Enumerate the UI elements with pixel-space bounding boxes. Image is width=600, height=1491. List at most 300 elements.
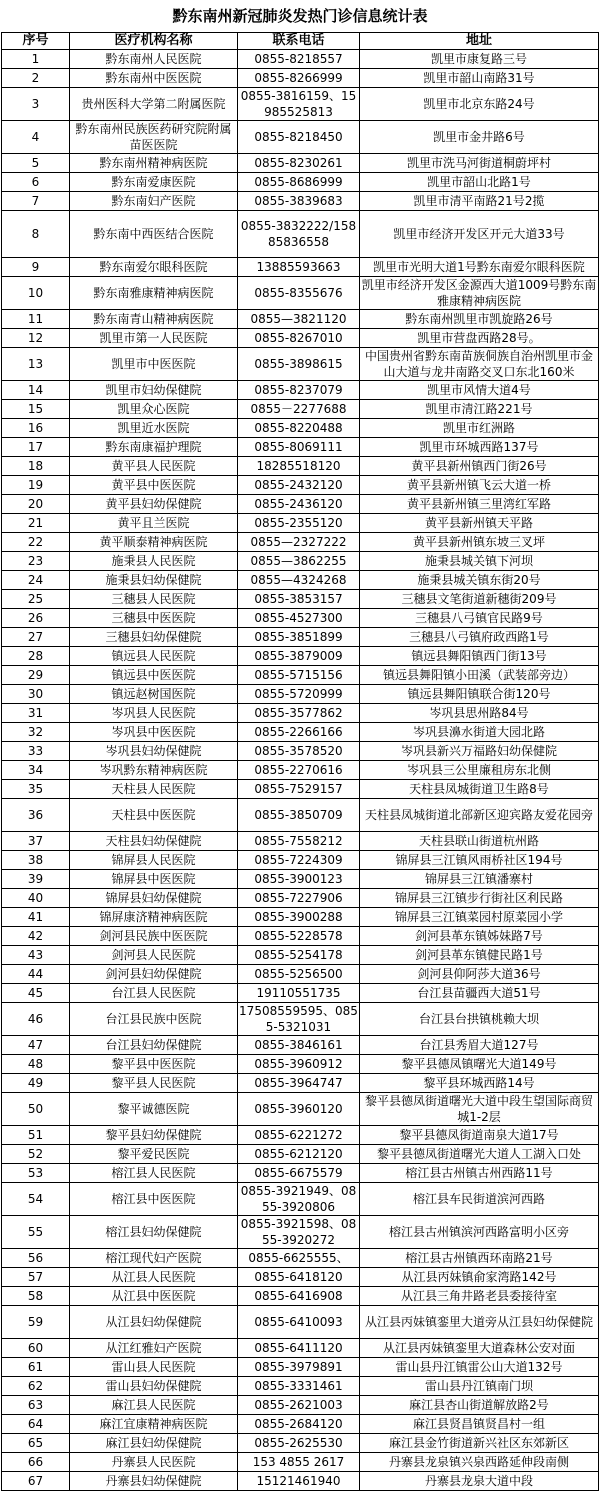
- phone: 0855-8220488: [238, 419, 360, 438]
- row-index: 55: [2, 1216, 70, 1249]
- table-row: [2, 590, 599, 609]
- hospital-name: 黄平顺泰精神病医院: [70, 533, 238, 552]
- row-index: 13: [2, 348, 70, 381]
- table-row: [2, 1093, 599, 1126]
- phone: 0855—3862255: [238, 552, 360, 571]
- row-index: 4: [2, 121, 70, 154]
- address: 凯里市清平南路21号2揽: [360, 192, 599, 211]
- hospital-name: 台江县妇幼保健院: [70, 1036, 238, 1055]
- phone: 0855-3331461: [238, 1377, 360, 1396]
- table-row: [2, 761, 599, 780]
- phone: 0855-3900123: [238, 870, 360, 889]
- hospital-name: 黔东南妇产医院: [70, 192, 238, 211]
- row-index: 22: [2, 533, 70, 552]
- phone: 0855-6410093: [238, 1306, 360, 1339]
- row-index: 20: [2, 495, 70, 514]
- hospital-name: 黎平爱民医院: [70, 1145, 238, 1164]
- row-index: 34: [2, 761, 70, 780]
- table-row: [2, 1396, 599, 1415]
- address: 凯里市营盘西路28号。: [360, 329, 599, 348]
- address: 麻江县贤昌镇贤昌村一组: [360, 1415, 599, 1434]
- address: 黔东南州凯里市凯旋路26号: [360, 310, 599, 329]
- table-row: [2, 258, 599, 277]
- address: 榕江县车民街道滨河西路: [360, 1183, 599, 1216]
- phone: 0855-2270616: [238, 761, 360, 780]
- hospital-name: 天柱县妇幼保健院: [70, 832, 238, 851]
- table-row: [2, 704, 599, 723]
- address: 凯里市光明大道1号黔东南爱尔眼科医院: [360, 258, 599, 277]
- address: 黄平县新州镇东坡三叉坪: [360, 533, 599, 552]
- table-row: [2, 965, 599, 984]
- table-row: [2, 628, 599, 647]
- table-row: [2, 348, 599, 381]
- address: 麻江县金竹街道新兴社区东郊新区: [360, 1434, 599, 1453]
- row-index: 36: [2, 799, 70, 832]
- hospital-name: 岑巩县妇幼保健院: [70, 742, 238, 761]
- table-row: [2, 851, 599, 870]
- hospital-name: 贵州医科大学第二附属医院: [70, 88, 238, 121]
- address: 黎平县德凤镇曙光大道149号: [360, 1055, 599, 1074]
- hospital-name: 镇远县中医医院: [70, 666, 238, 685]
- table-row: [2, 211, 599, 258]
- row-index: 48: [2, 1055, 70, 1074]
- row-index: 44: [2, 965, 70, 984]
- phone: 13885593663: [238, 258, 360, 277]
- phone: 15121461940: [238, 1472, 360, 1491]
- address: 锦屏县三江镇菜园村原菜园小学: [360, 908, 599, 927]
- phone: 0855-3577862: [238, 704, 360, 723]
- phone: 0855-3921598、0855-3920272: [238, 1216, 360, 1249]
- table-row: [2, 666, 599, 685]
- address: 从江县三角井路老县委接待室: [360, 1287, 599, 1306]
- row-index: 5: [2, 154, 70, 173]
- phone: 0855-6416908: [238, 1287, 360, 1306]
- hospital-name: 黔东南爱康医院: [70, 173, 238, 192]
- table-row: [2, 1249, 599, 1268]
- phone: 0855-2266166: [238, 723, 360, 742]
- table-row: [2, 723, 599, 742]
- hospital-name: 黎平县人民医院: [70, 1074, 238, 1093]
- table-row: [2, 192, 599, 211]
- table-row: [2, 552, 599, 571]
- table-row: [2, 1472, 599, 1491]
- table-row: [2, 88, 599, 121]
- phone: 0855-2625530: [238, 1434, 360, 1453]
- table-row: [2, 1377, 599, 1396]
- row-index: 33: [2, 742, 70, 761]
- table-row: [2, 927, 599, 946]
- table-row: [2, 476, 599, 495]
- hospital-name: 黄平县妇幼保健院: [70, 495, 238, 514]
- hospital-name: 镇远县人民医院: [70, 647, 238, 666]
- hospital-name: 黔东南中西医结合医院: [70, 211, 238, 258]
- phone: 0855-4527300: [238, 609, 360, 628]
- phone: 0855-3921949、0855-3920806: [238, 1183, 360, 1216]
- hospital-name: 台江县民族中医院: [70, 1003, 238, 1036]
- table-row: [2, 154, 599, 173]
- table-row: [2, 609, 599, 628]
- phone: 0855-3879009: [238, 647, 360, 666]
- row-index: 15: [2, 400, 70, 419]
- hospital-name: 雷山县人民医院: [70, 1358, 238, 1377]
- table-row: [2, 1055, 599, 1074]
- phone: 0855-2436120: [238, 495, 360, 514]
- hospital-name: 锦屏康济精神病医院: [70, 908, 238, 927]
- table-row: [2, 69, 599, 88]
- row-index: 31: [2, 704, 70, 723]
- phone: 0855-3898615: [238, 348, 360, 381]
- hospital-name: 黔东南雅康精神病医院: [70, 277, 238, 310]
- row-index: 51: [2, 1126, 70, 1145]
- address: 天柱县凤城街道卫生路8号: [360, 780, 599, 799]
- address: 凯里市环城西路137号: [360, 438, 599, 457]
- address: 剑河县仰阿莎大道36号: [360, 965, 599, 984]
- hospital-name: 榕江县中医医院: [70, 1183, 238, 1216]
- address: 雷山县丹江镇南门坝: [360, 1377, 599, 1396]
- address: 镇远县舞阳镇西门街13号: [360, 647, 599, 666]
- hospital-name: 雷山县妇幼保健院: [70, 1377, 238, 1396]
- address: 三穗县八弓镇府政西路1号: [360, 628, 599, 647]
- phone: 0855-6418120: [238, 1268, 360, 1287]
- phone: 0855-7558212: [238, 832, 360, 851]
- hospital-name: 锦屏县中医医院: [70, 870, 238, 889]
- table-row: [2, 946, 599, 965]
- phone: 18285518120: [238, 457, 360, 476]
- phone: 0855-6212120: [238, 1145, 360, 1164]
- hospital-name: 黔东南青山精神病医院: [70, 310, 238, 329]
- address: 黄平县新州镇飞云大道一桥: [360, 476, 599, 495]
- row-index: 27: [2, 628, 70, 647]
- row-index: 18: [2, 457, 70, 476]
- table-row: [2, 533, 599, 552]
- table-row: [2, 1183, 599, 1216]
- address: 三穗县八弓镇官民路9号: [360, 609, 599, 628]
- phone: 0855-7227906: [238, 889, 360, 908]
- phone: 0855-7529157: [238, 780, 360, 799]
- phone: 0855-3851899: [238, 628, 360, 647]
- address: 从江县丙妹镇銮里大道旁从江县妇幼保健院: [360, 1306, 599, 1339]
- phone: 0855-2684120: [238, 1415, 360, 1434]
- hospital-name: 三穗县妇幼保健院: [70, 628, 238, 647]
- row-index: 59: [2, 1306, 70, 1339]
- row-index: 54: [2, 1183, 70, 1216]
- row-index: 23: [2, 552, 70, 571]
- address: 岑巩县新兴万福路妇幼保健院: [360, 742, 599, 761]
- phone: 0855-3960120: [238, 1093, 360, 1126]
- hospital-name: 榕江县人民医院: [70, 1164, 238, 1183]
- phone: 0855-2432120: [238, 476, 360, 495]
- row-index: 57: [2, 1268, 70, 1287]
- address: 黎平县德凤街道曙光大道人工湖入口处: [360, 1145, 599, 1164]
- hospital-name: 黔东南州人民医院: [70, 50, 238, 69]
- phone: 0855-8267010: [238, 329, 360, 348]
- phone: 0855-3900288: [238, 908, 360, 927]
- hospital-name: 岑巩县人民医院: [70, 704, 238, 723]
- row-index: 11: [2, 310, 70, 329]
- address: 施秉县城关镇下河坝: [360, 552, 599, 571]
- table-row: [2, 832, 599, 851]
- address: 麻江县杏山街道解放路2号: [360, 1396, 599, 1415]
- header-hospital-name: 医疗机构名称: [70, 33, 238, 50]
- address: 台江县苗疆西大道51号: [360, 984, 599, 1003]
- address: 凯里市韶山南路31号: [360, 69, 599, 88]
- phone: 0855-6411120: [238, 1339, 360, 1358]
- row-index: 41: [2, 908, 70, 927]
- row-index: 62: [2, 1377, 70, 1396]
- phone: 0855-3839683: [238, 192, 360, 211]
- row-index: 38: [2, 851, 70, 870]
- row-index: 29: [2, 666, 70, 685]
- address: 凯里市北京东路24号: [360, 88, 599, 121]
- row-index: 61: [2, 1358, 70, 1377]
- address: 黄平县新州镇天平路: [360, 514, 599, 533]
- address: 黄平县新州镇三里湾红军路: [360, 495, 599, 514]
- phone: 0855-5720999: [238, 685, 360, 704]
- row-index: 56: [2, 1249, 70, 1268]
- row-index: 10: [2, 277, 70, 310]
- hospital-name: 岑巩黔东精神病医院: [70, 761, 238, 780]
- phone: 0855-3832222/15885836558: [238, 211, 360, 258]
- table-row: [2, 1434, 599, 1453]
- table-row: [2, 329, 599, 348]
- row-index: 32: [2, 723, 70, 742]
- hospital-name: 从江县中医医院: [70, 1287, 238, 1306]
- table-row: [2, 50, 599, 69]
- row-index: 43: [2, 946, 70, 965]
- address: 镇远县舞阳镇联合街120号: [360, 685, 599, 704]
- table-row: [2, 571, 599, 590]
- row-index: 26: [2, 609, 70, 628]
- address: 榕江县古州镇滨河西路富明小区旁: [360, 1216, 599, 1249]
- row-index: 66: [2, 1453, 70, 1472]
- hospital-name: 黄平且兰医院: [70, 514, 238, 533]
- table-header-row: [2, 33, 599, 50]
- row-index: 24: [2, 571, 70, 590]
- phone: 0855—2327222: [238, 533, 360, 552]
- hospital-name: 榕江现代妇产医院: [70, 1249, 238, 1268]
- row-index: 14: [2, 381, 70, 400]
- table-row: [2, 1164, 599, 1183]
- row-index: 50: [2, 1093, 70, 1126]
- row-index: 6: [2, 173, 70, 192]
- hospital-name: 黔东南州中医医院: [70, 69, 238, 88]
- phone: 0855-8218450: [238, 121, 360, 154]
- row-index: 37: [2, 832, 70, 851]
- table-row: [2, 984, 599, 1003]
- table-row: [2, 742, 599, 761]
- phone: 0855-8230261: [238, 154, 360, 173]
- address: 丹寨县龙泉大道中段: [360, 1472, 599, 1491]
- address: 剑河县革东镇姊妹路7号: [360, 927, 599, 946]
- table-row: [2, 310, 599, 329]
- hospital-name: 黔东南爱尔眼科医院: [70, 258, 238, 277]
- address: 从江县丙妹镇俞家湾路142号: [360, 1268, 599, 1287]
- address: 台江县秀眉大道127号: [360, 1036, 599, 1055]
- table-row: [2, 1339, 599, 1358]
- table-row: [2, 1126, 599, 1145]
- hospital-name: 施秉县妇幼保健院: [70, 571, 238, 590]
- address: 中国贵州省黔东南苗族侗族自治州凯里市金山大道与龙井南路交叉口东北160米: [360, 348, 599, 381]
- address: 黎平县德凤街道南泉大道17号: [360, 1126, 599, 1145]
- row-index: 3: [2, 88, 70, 121]
- phone: 0855-5254178: [238, 946, 360, 965]
- hospital-name: 凯里众心医院: [70, 400, 238, 419]
- phone: 0855-3979891: [238, 1358, 360, 1377]
- table-row: [2, 908, 599, 927]
- address: 凯里市洗马河街道桐蔚坪村: [360, 154, 599, 173]
- row-index: 45: [2, 984, 70, 1003]
- row-index: 2: [2, 69, 70, 88]
- hospital-name: 麻江县妇幼保健院: [70, 1434, 238, 1453]
- row-index: 53: [2, 1164, 70, 1183]
- address: 凯里市红洲路: [360, 419, 599, 438]
- phone: 0855－2277688: [238, 400, 360, 419]
- phone: 0855-3846161: [238, 1036, 360, 1055]
- phone: 0855-5715156: [238, 666, 360, 685]
- hospital-name: 台江县人民医院: [70, 984, 238, 1003]
- phone: 0855-6625555、: [238, 1249, 360, 1268]
- phone: 0855—4324268: [238, 571, 360, 590]
- row-index: 64: [2, 1415, 70, 1434]
- row-index: 8: [2, 211, 70, 258]
- row-index: 19: [2, 476, 70, 495]
- row-index: 1: [2, 50, 70, 69]
- hospital-name: 黄平县人民医院: [70, 457, 238, 476]
- phone: 0855-3853157: [238, 590, 360, 609]
- row-index: 17: [2, 438, 70, 457]
- table-row: [2, 1268, 599, 1287]
- address: 岑巩县思州路84号: [360, 704, 599, 723]
- table-row: [2, 889, 599, 908]
- header-address: 地址: [360, 33, 599, 50]
- phone: 0855-8266999: [238, 69, 360, 88]
- table-row: [2, 1453, 599, 1472]
- hospital-name: 三穗县中医医院: [70, 609, 238, 628]
- phone: 0855-3578520: [238, 742, 360, 761]
- row-index: 46: [2, 1003, 70, 1036]
- hospital-name: 三穗县人民医院: [70, 590, 238, 609]
- address: 凯里市经济开发区开元大道33号: [360, 211, 599, 258]
- table-body: [2, 50, 599, 1491]
- phone: 0855-3850709: [238, 799, 360, 832]
- hospital-name: 施秉县人民医院: [70, 552, 238, 571]
- address: 榕江县古州镇西环南路21号: [360, 1249, 599, 1268]
- address: 剑河县革东镇健民路1号: [360, 946, 599, 965]
- hospital-name: 黔东南州精神病医院: [70, 154, 238, 173]
- address: 天柱县联山街道杭州路: [360, 832, 599, 851]
- hospital-name: 凯里市第一人民医院: [70, 329, 238, 348]
- address: 锦屏县三江镇风雨桥社区194号: [360, 851, 599, 870]
- address: 台江县台拱镇桃赖大坝: [360, 1003, 599, 1036]
- hospital-name: 黄平县中医医院: [70, 476, 238, 495]
- row-index: 30: [2, 685, 70, 704]
- table-row: [2, 780, 599, 799]
- phone: 0855-2355120: [238, 514, 360, 533]
- hospital-name: 从江县妇幼保健院: [70, 1306, 238, 1339]
- row-index: 65: [2, 1434, 70, 1453]
- hospital-name: 锦屏县妇幼保健院: [70, 889, 238, 908]
- page-title: 黔东南州新冠肺炎发热门诊信息统计表: [172, 7, 428, 25]
- row-index: 67: [2, 1472, 70, 1491]
- hospital-name: 凯里市中医医院: [70, 348, 238, 381]
- table-row: [2, 1358, 599, 1377]
- table-row: [2, 419, 599, 438]
- address: 岑巩县三公里廉租房东北侧: [360, 761, 599, 780]
- phone: 0855-3960912: [238, 1055, 360, 1074]
- table-row: [2, 1216, 599, 1249]
- address: 凯里市经济开发区金源西大道1009号黔东南雅康精神病医院: [360, 277, 599, 310]
- phone: 0855-8355676: [238, 277, 360, 310]
- address: 凯里市金井路6号: [360, 121, 599, 154]
- table-row: [2, 381, 599, 400]
- hospital-name: 丹寨县妇幼保健院: [70, 1472, 238, 1491]
- table-row: [2, 1036, 599, 1055]
- table-row: [2, 1145, 599, 1164]
- address: 天柱县凤城街道北部新区迎宾路友爱花园旁: [360, 799, 599, 832]
- address: 施秉县城关镇东街20号: [360, 571, 599, 590]
- table-row: [2, 121, 599, 154]
- row-index: 49: [2, 1074, 70, 1093]
- hospital-name: 从江县人民医院: [70, 1268, 238, 1287]
- hospital-name: 黎平县中医医院: [70, 1055, 238, 1074]
- header-index: 序号: [2, 33, 70, 50]
- table-row: [2, 799, 599, 832]
- phone: 0855-5228578: [238, 927, 360, 946]
- hospital-name: 岑巩县中医医院: [70, 723, 238, 742]
- row-index: 9: [2, 258, 70, 277]
- address: 从江县丙妹镇銮里大道森林公安对面: [360, 1339, 599, 1358]
- hospital-name: 麻江宜康精神病医院: [70, 1415, 238, 1434]
- hospital-name: 天柱县中医医院: [70, 799, 238, 832]
- table-row: [2, 1287, 599, 1306]
- address: 三穗县文笔街道新穗街209号: [360, 590, 599, 609]
- hospital-name: 黎平县妇幼保健院: [70, 1126, 238, 1145]
- address: 锦屏县三江镇潘寨村: [360, 870, 599, 889]
- phone: 19110551735: [238, 984, 360, 1003]
- row-index: 47: [2, 1036, 70, 1055]
- phone: 0855—3821120: [238, 310, 360, 329]
- row-index: 63: [2, 1396, 70, 1415]
- row-index: 12: [2, 329, 70, 348]
- table-row: [2, 870, 599, 889]
- row-index: 21: [2, 514, 70, 533]
- address: 丹寨县龙泉镇兴泉西路延伸段南侧: [360, 1453, 599, 1472]
- phone: 0855-3816159、15985525813: [238, 88, 360, 121]
- table-row: [2, 277, 599, 310]
- header-phone: 联系电话: [238, 33, 360, 50]
- table-row: [2, 1074, 599, 1093]
- phone: 0855-2621003: [238, 1396, 360, 1415]
- hospital-table: [1, 32, 599, 1491]
- table-row: [2, 457, 599, 476]
- table-row: [2, 438, 599, 457]
- table-row: [2, 1306, 599, 1339]
- hospital-name: 剑河县人民医院: [70, 946, 238, 965]
- hospital-name: 天柱县人民医院: [70, 780, 238, 799]
- hospital-name: 黔东南州民族医药研究院附属苗医医院: [70, 121, 238, 154]
- phone: 0855-8237079: [238, 381, 360, 400]
- row-index: 52: [2, 1145, 70, 1164]
- hospital-name: 黎平诚德医院: [70, 1093, 238, 1126]
- hospital-name: 丹寨县人民医院: [70, 1453, 238, 1472]
- phone: 0855-5256500: [238, 965, 360, 984]
- phone: 0855-8069111: [238, 438, 360, 457]
- phone: 153 4855 2617: [238, 1453, 360, 1472]
- address: 镇远县舞阳镇小田溪（武装部旁边）: [360, 666, 599, 685]
- address: 黎平县环城西路14号: [360, 1074, 599, 1093]
- table-row: [2, 685, 599, 704]
- row-index: 58: [2, 1287, 70, 1306]
